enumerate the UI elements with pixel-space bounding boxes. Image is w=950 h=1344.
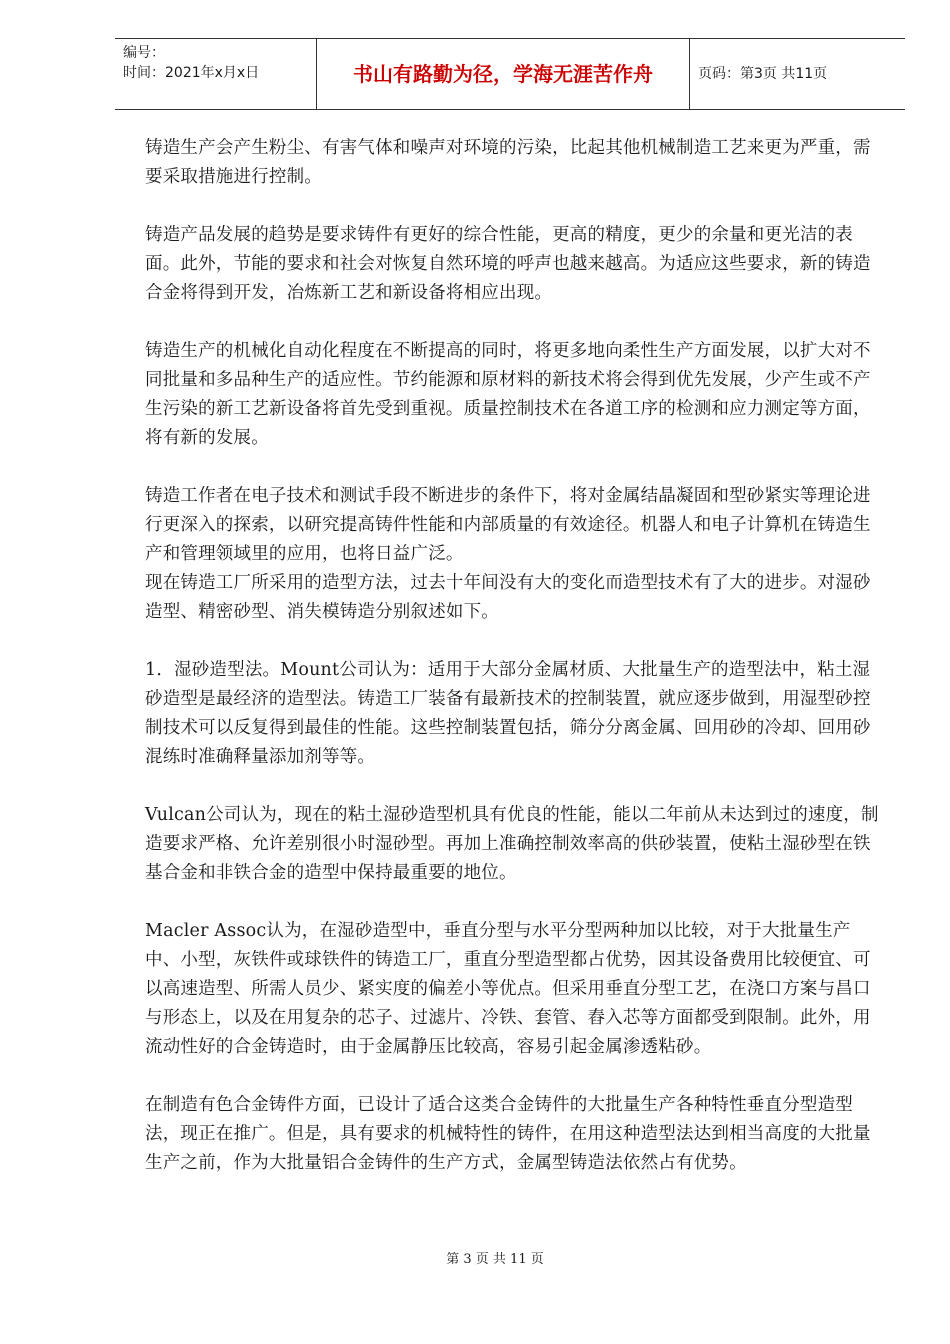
- paragraph: 在制造有色合金铸件方面，已设计了适合这类合金铸件的大批量生产各种特性垂直分型造型法，现正在推广。但是，具有要求的机械特性的铸件，在用这种造型法达到相当高度的大批量生产之前，作为大批量铝合金铸件的生产方式，金属型铸造法依然占有优势。: [145, 1095, 871, 1173]
- header-motto: 书山有路勤为径，学海无涯苦作舟: [353, 62, 653, 86]
- paragraph: 铸造生产的机械化自动化程度在不断提高的同时，将更多地向柔性生产方面发展，以扩大对不同批量和多品种生产的适应性。节约能源和原材料的新技术将会得到优先发展，少产生或不产生污染的新工艺新设备将首先受到重视。质量控制技术在各道工序的检测和应力测定等方面，将有新的发展。: [145, 341, 871, 448]
- header-divider: [689, 39, 690, 109]
- page-header: [115, 38, 905, 110]
- header-meta: [123, 43, 313, 83]
- paragraph: 现在铸造工厂所采用的造型方法，过去十年间没有大的变化而造型技术有了大的进步。对湿砂造型、精密砂型、消失模铸造分别叙述如下。: [145, 573, 871, 622]
- paragraph: 铸造生产会产生粉尘、有害气体和噪声对环境的污染，比起其他机械制造工艺来更为严重，需要采取措施进行控制。: [145, 138, 871, 187]
- paragraph: 1．湿砂造型法。Mount公司认为：适用于大部分金属材质、大批量生产的造型法中，粘土湿砂造型是最经济的造型法。铸造工厂装备有最新技术的控制装置，就应逐步做到，用湿型砂控制技术可以反复得到最佳的性能。这些控制装置包括，筛分分离金属、回用砂的冷却、回用砂混练时准确释量添加剂等等。: [145, 660, 871, 767]
- page-footer: [0, 1248, 950, 1267]
- doc-number-label: 编号：: [123, 45, 165, 61]
- paragraph: Macler Assoc认为，在湿砂造型中，垂直分型与水平分型两种加以比较，对于大批量生产中、小型，灰铁件或球铁件的铸造工厂，重直分型造型都占优势，因其设备费用比较便宜、可以高速造型、所需人员少、紧实度的偏差小等优点。但采用垂直分型工艺，在浇口方案与昌口与形态上，以及在用复杂的芯子、过滤片、冷铁、套管、舂入芯等方面都受到限制。此外，用流动性好的合金铸造时，由于金属静压比较高，容易引起金属渗透粘砂。: [145, 921, 871, 1057]
- paragraph: Vulcan公司认为，现在的粘土湿砂造型机具有优良的性能，能以二年前从未达到过的速度，制造要求严格、允许差别很小时湿砂型。再加上准确控制效率高的供砂装置，使粘土湿砂型在铁基合金和非铁合金的造型中保持最重要的地位。: [145, 805, 879, 883]
- header-page-number: 页码：第3页 共11页: [698, 66, 828, 82]
- document-body: [145, 134, 883, 1207]
- paragraph: 铸造产品发展的趋势是要求铸件有更好的综合性能，更高的精度，更少的余量和更光洁的表面。此外，节能的要求和社会对恢复自然环境的呼声也越来越高。为适应这些要求，新的铸造合金将得到开发，冶炼新工艺和新设备将相应出现。: [145, 225, 871, 303]
- footer-page-number: 第 3 页 共 11 页: [446, 1252, 544, 1267]
- doc-time-label: 时间：2021年x月x日: [123, 65, 260, 81]
- paragraph: 铸造工作者在电子技术和测试手段不断进步的条件下，将对金属结晶凝固和型砂紧实等理论进行更深入的探索，以研究提高铸件性能和内部质量的有效途径。机器人和电子计算机在铸造生产和管理领域里的应用，也将日益广泛。: [145, 486, 871, 564]
